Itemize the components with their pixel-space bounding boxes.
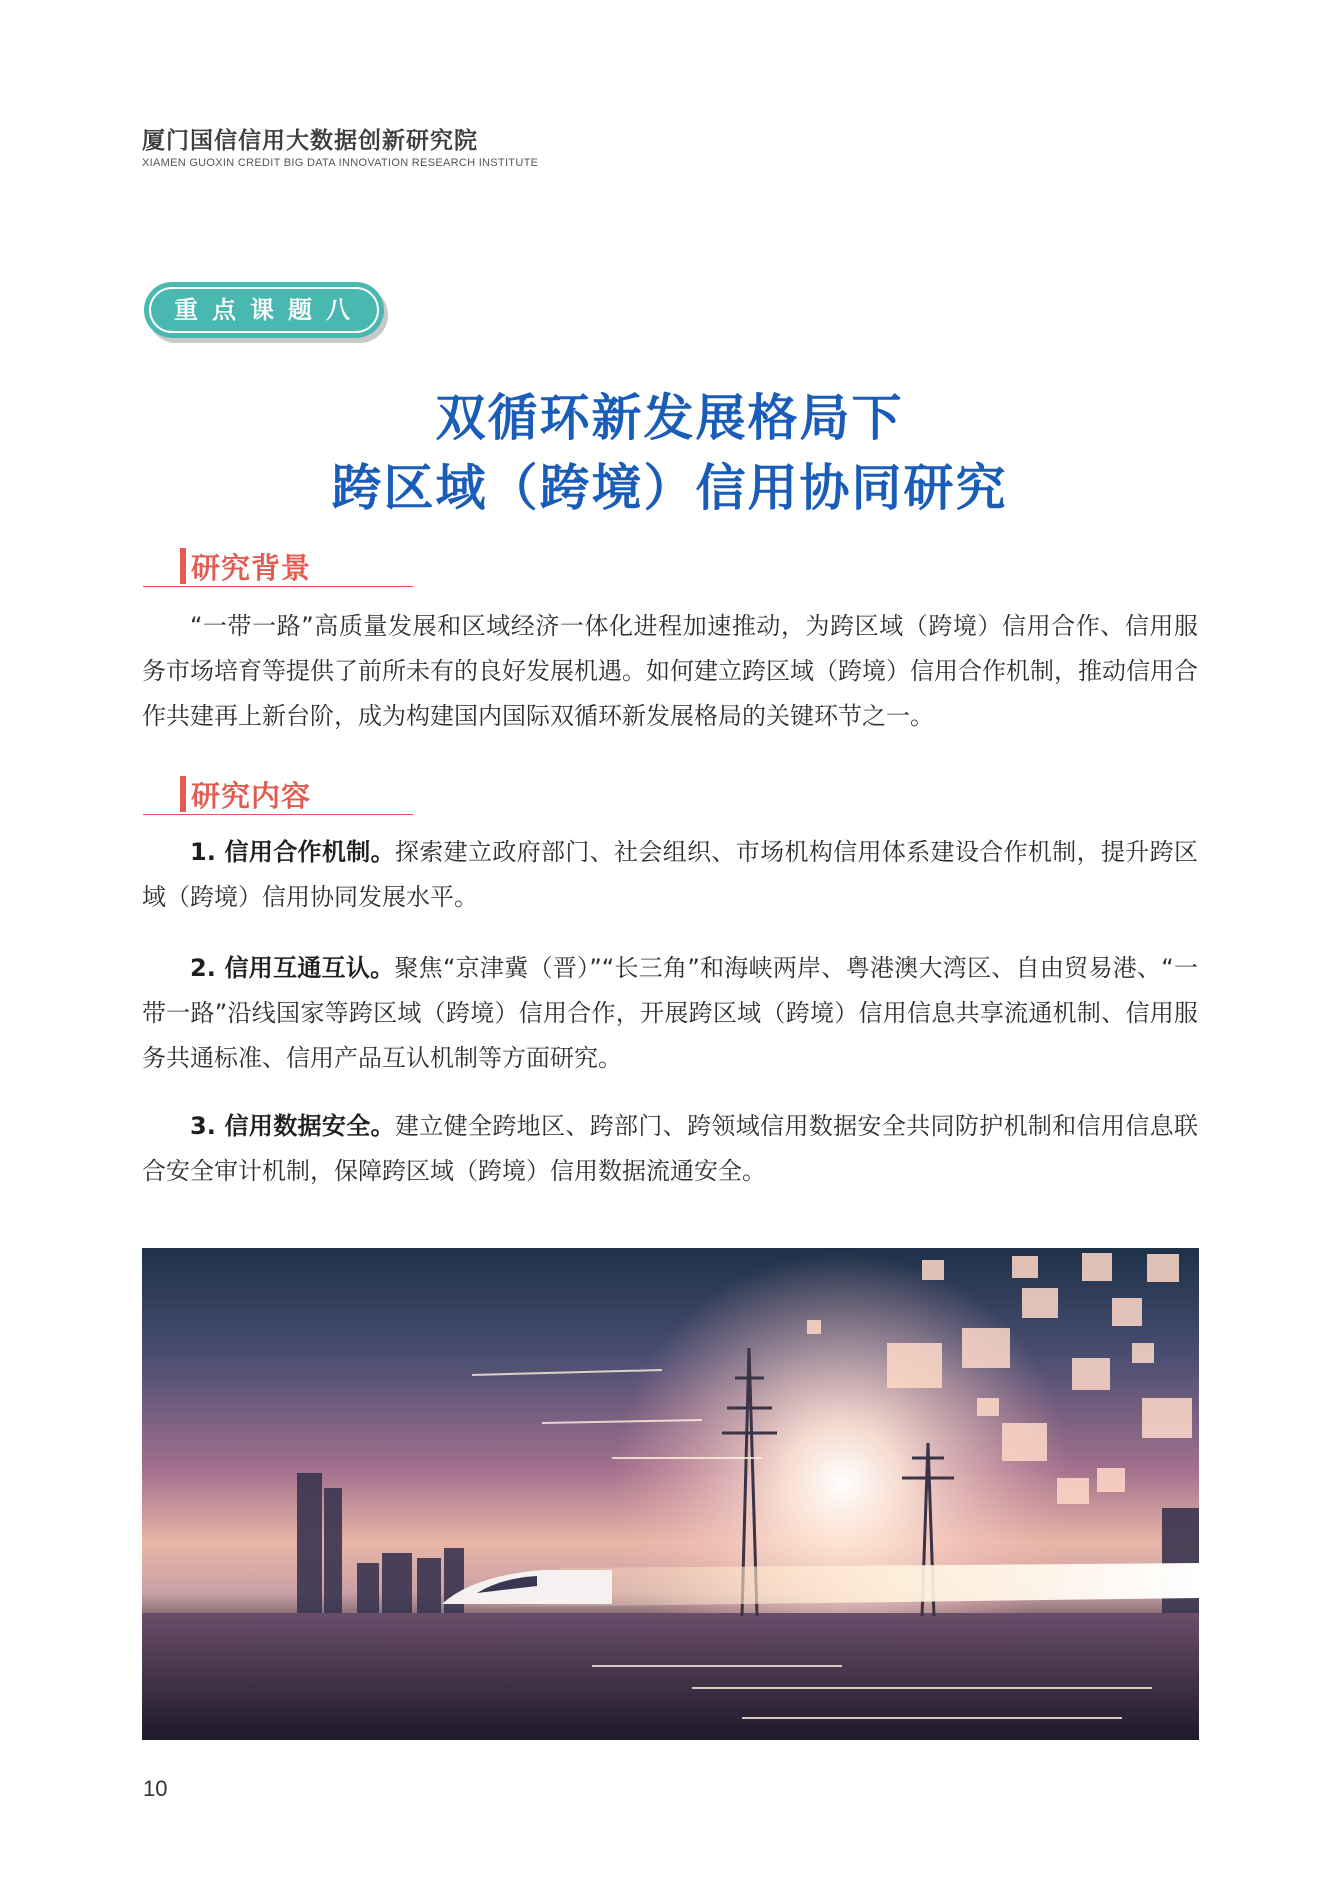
org-name-en: XIAMEN GUOXIN CREDIT BIG DATA INNOVATION RESEARCH INSTITUTE	[142, 157, 539, 169]
background-paragraph: “一带一路”高质量发展和区域经济一体化进程加速推动，为跨区域（跨境）信用合作、信用服务市场培育等提供了前所未有的良好发展机遇。如何建立跨区域（跨境）信用合作机制，推动信用合作共建再上新台阶，成为构建国内国际双循环新发展格局的关键环节之一。	[142, 612, 1198, 730]
illustration-graphic	[142, 1248, 1199, 1740]
section-underline	[143, 586, 413, 587]
topic-badge	[144, 282, 384, 338]
section-marker	[180, 776, 186, 812]
section-heading-label: 研究内容	[191, 779, 312, 813]
content-item-text: 聚焦“京津冀（晋）”“长三角”和海峡两岸、粤港澳大湾区、自由贸易港、“一带一路”沿线国家等跨区域（跨境）信用合作，开展跨区域（跨境）信用信息共享流通机制、信用服务共通标准、信用产品互认机制等方面研究。	[142, 954, 1199, 1072]
section-heading-content	[143, 770, 413, 816]
high-speed-rail-illustration	[142, 1248, 1199, 1740]
content-item-text: 建立健全跨地区、跨部门、跨领域信用数据安全共同防护机制和信用信息联合安全审计机制，保障跨区域（跨境）信用数据流通安全。	[142, 1112, 1198, 1185]
content-item-3	[142, 1104, 1198, 1194]
content-item-2	[142, 946, 1198, 1081]
page-title-line-2: 跨区域（跨境）信用协同研究	[331, 459, 1008, 517]
page-number: 10	[143, 1776, 168, 1801]
topic-badge-label: 重点课题八	[174, 296, 364, 324]
content-item-lead: 2. 信用互通互认。	[190, 954, 395, 982]
content-item-1	[142, 830, 1198, 920]
content-item-lead: 3. 信用数据安全。	[190, 1112, 395, 1140]
content-item-text: 探索建立政府部门、社会组织、市场机构信用体系建设合作机制，提升跨区域（跨境）信用协同发展水平。	[142, 838, 1198, 911]
section-heading-background	[143, 542, 413, 588]
section-heading-label: 研究背景	[191, 551, 312, 585]
org-name-cn: 厦门国信信用大数据创新研究院	[142, 128, 478, 154]
page-title-line-1: 双循环新发展格局下	[435, 389, 904, 447]
section-underline	[143, 814, 413, 815]
content-item-lead: 1. 信用合作机制。	[190, 838, 395, 866]
section-marker	[180, 548, 186, 584]
page-header	[142, 126, 538, 170]
